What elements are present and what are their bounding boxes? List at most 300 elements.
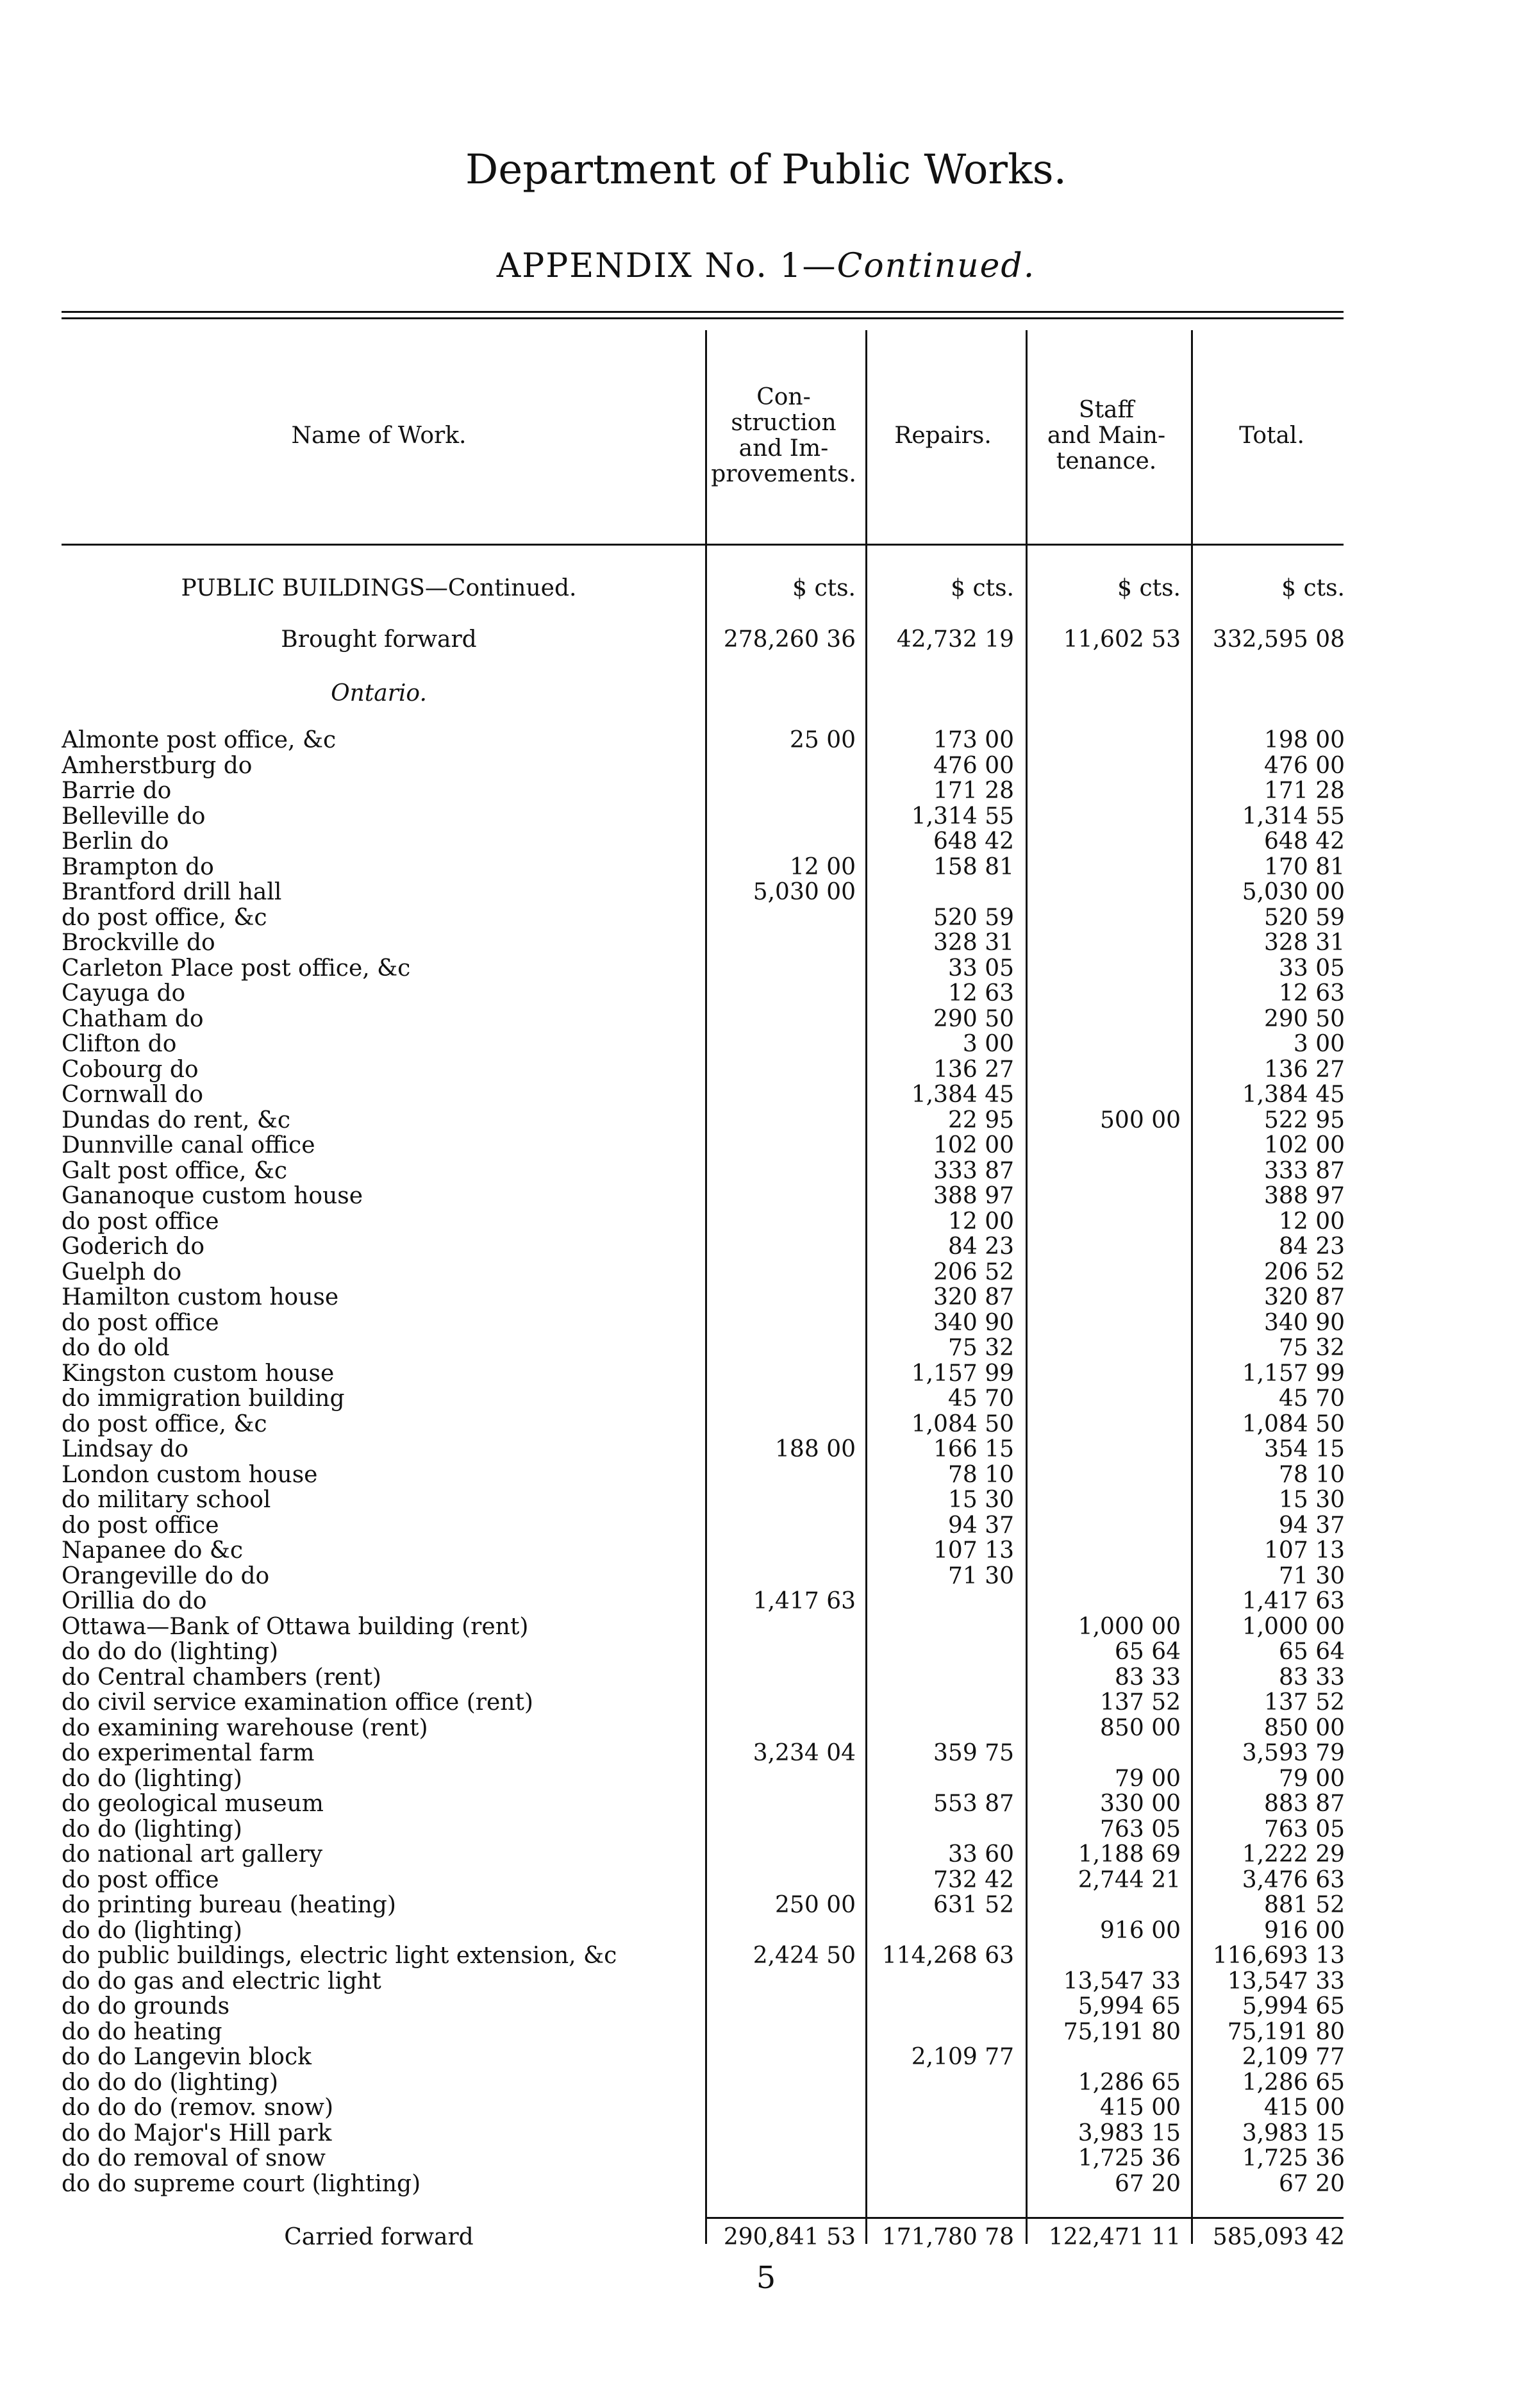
total-value: 354 15 — [1264, 1436, 1345, 1462]
table-row — [0, 1589, 1532, 1614]
staff-value — [1032, 1082, 1181, 1108]
work-name: Belleville do — [62, 804, 206, 830]
total-value: 1,000 00 — [1242, 1614, 1345, 1640]
table-row — [0, 1133, 1532, 1158]
staff-value: 415 00 — [1100, 2094, 1181, 2121]
repairs-value: 476 00 — [933, 753, 1014, 779]
staff-value — [1032, 905, 1181, 931]
table-row — [0, 2171, 1532, 2197]
table-row — [0, 1158, 1532, 1184]
staff-value — [1032, 855, 1181, 880]
staff-value — [1032, 1361, 1181, 1387]
staff-value — [1032, 1183, 1181, 1209]
repairs-value: 107 13 — [933, 1537, 1014, 1564]
staff-value: 916 00 — [1100, 1918, 1181, 1944]
construction-value — [712, 1639, 856, 1665]
total-value: 102 00 — [1264, 1132, 1345, 1158]
total-value: 45 70 — [1278, 1385, 1345, 1412]
total-value: 328 31 — [1264, 930, 1345, 956]
staff-value — [1032, 753, 1181, 779]
construction-value — [712, 1335, 856, 1361]
staff-value — [1032, 1310, 1181, 1336]
construction-value — [712, 1057, 856, 1083]
total-value: 3,983 15 — [1242, 2120, 1345, 2146]
total-value: 137 52 — [1264, 1689, 1345, 1716]
table-row — [0, 1538, 1532, 1564]
work-name: do do Langevin block — [62, 2044, 312, 2070]
construction-value — [712, 1133, 856, 1158]
work-name: Brantford drill hall — [62, 880, 282, 905]
repairs-value: 12 63 — [947, 980, 1014, 1007]
top-double-rule — [62, 311, 1344, 313]
construction-value — [712, 1234, 856, 1260]
construction-value — [712, 1310, 856, 1336]
total-value: 881 52 — [1264, 1892, 1345, 1918]
work-name: do do Major's Hill park — [62, 2121, 332, 2146]
construction-value — [712, 1183, 856, 1209]
repairs-value: 333 87 — [933, 1158, 1014, 1184]
appendix-label: APPENDIX No. 1— — [496, 247, 837, 285]
total-value: 84 23 — [1278, 1233, 1345, 1260]
work-name: Carleton Place post office, &c — [62, 956, 411, 982]
brought-forward-label: Brought forward — [281, 626, 477, 653]
staff-value: 67 20 — [1114, 2171, 1181, 2197]
construction-value — [712, 2044, 856, 2070]
repairs-value: 388 97 — [933, 1183, 1014, 1209]
work-name: do examining warehouse (rent) — [62, 1716, 428, 1741]
brought-forward-c3: 11,602 53 — [1063, 626, 1181, 653]
work-name: do immigration building — [62, 1386, 345, 1412]
work-name: Barrie do — [62, 778, 172, 804]
work-name: do Central chambers (rent) — [62, 1665, 381, 1691]
page-title: Department of Public Works. — [465, 146, 1067, 194]
construction-value — [712, 1158, 856, 1184]
table-row — [0, 1741, 1532, 1766]
table-row — [0, 1285, 1532, 1310]
table-row — [0, 1969, 1532, 1994]
work-name: Lindsay do — [62, 1437, 189, 1462]
construction-value — [712, 1386, 856, 1412]
total-value: 520 59 — [1264, 905, 1345, 931]
work-name: do national art gallery — [62, 1842, 323, 1868]
carried-forward-c1: 290,841 53 — [723, 2224, 856, 2250]
repairs-value: 75 32 — [947, 1335, 1014, 1361]
construction-value — [712, 1817, 856, 1843]
total-value: 3 00 — [1293, 1031, 1345, 1057]
staff-value: 1,286 65 — [1078, 2069, 1181, 2096]
total-value: 206 52 — [1264, 1259, 1345, 1285]
repairs-value: 114,268 63 — [881, 1943, 1014, 1969]
table-row — [0, 753, 1532, 779]
total-value: 290 50 — [1264, 1006, 1345, 1032]
total-value: 79 00 — [1278, 1766, 1345, 1792]
construction-value — [712, 1842, 856, 1868]
repairs-value: 1,157 99 — [911, 1360, 1014, 1387]
table-row — [0, 1335, 1532, 1361]
work-name: Clifton do — [62, 1032, 177, 1057]
table-row — [0, 956, 1532, 982]
construction-value — [712, 905, 856, 931]
total-value: 67 20 — [1278, 2171, 1345, 2197]
table-row — [0, 1564, 1532, 1589]
total-value: 850 00 — [1264, 1715, 1345, 1741]
repairs-value — [872, 2070, 1014, 2096]
carried-forward-rule — [705, 2217, 1344, 2219]
total-value: 1,084 50 — [1242, 1411, 1345, 1437]
work-name: do do removal of snow — [62, 2146, 326, 2171]
staff-value — [1032, 1487, 1181, 1513]
total-value: 1,286 65 — [1242, 2069, 1345, 2096]
subsection-label: Ontario. — [331, 680, 427, 707]
construction-value — [712, 1082, 856, 1108]
table-row — [0, 981, 1532, 1007]
table-row — [0, 1690, 1532, 1716]
repairs-value: 102 00 — [933, 1132, 1014, 1158]
total-value: 388 97 — [1264, 1183, 1345, 1209]
table-row — [0, 1665, 1532, 1691]
total-value: 33 05 — [1278, 955, 1345, 982]
staff-value: 75,191 80 — [1063, 2019, 1181, 2045]
total-value: 83 33 — [1278, 1664, 1345, 1691]
repairs-value — [872, 1969, 1014, 1994]
work-name: do do (lighting) — [62, 1918, 242, 1944]
staff-value — [1032, 1032, 1181, 1057]
total-value: 171 28 — [1264, 778, 1345, 804]
total-value: 916 00 — [1264, 1918, 1345, 1944]
work-name: do do do (lighting) — [62, 2070, 279, 2096]
construction-value — [712, 1690, 856, 1716]
brought-forward-c4: 332,595 08 — [1212, 626, 1345, 653]
work-name: Napanee do &c — [62, 1538, 244, 1564]
repairs-value — [872, 2146, 1014, 2171]
repairs-value: 45 70 — [947, 1385, 1014, 1412]
construction-value — [712, 930, 856, 956]
construction-value — [712, 1564, 856, 1589]
page-number: 5 — [756, 2260, 776, 2296]
staff-value — [1032, 804, 1181, 830]
table-row — [0, 1716, 1532, 1741]
construction-value — [712, 1614, 856, 1640]
header-construction: Con- struction and Im- provements. — [711, 384, 856, 487]
construction-value — [712, 1994, 856, 2019]
repairs-value: 173 00 — [933, 727, 1014, 753]
total-value: 198 00 — [1264, 727, 1345, 753]
construction-value — [712, 1412, 856, 1437]
staff-value — [1032, 2044, 1181, 2070]
staff-value — [1032, 829, 1181, 855]
repairs-value — [872, 880, 1014, 905]
work-name: Guelph do — [62, 1260, 182, 1285]
staff-value — [1032, 880, 1181, 905]
table-row — [0, 2095, 1532, 2121]
total-value: 763 05 — [1264, 1816, 1345, 1843]
work-name: do post office — [62, 1868, 219, 1893]
work-name: do post office, &c — [62, 1412, 267, 1437]
work-name: London custom house — [62, 1462, 318, 1488]
repairs-value: 1,384 45 — [911, 1082, 1014, 1108]
staff-value — [1032, 1209, 1181, 1235]
work-name: do do gas and electric light — [62, 1969, 381, 1994]
table-row — [0, 1234, 1532, 1260]
work-name: Gananoque custom house — [62, 1183, 363, 1209]
construction-value — [712, 1487, 856, 1513]
construction-value — [712, 2095, 856, 2121]
repairs-value: 290 50 — [933, 1006, 1014, 1032]
staff-value: 65 64 — [1114, 1639, 1181, 1665]
construction-value — [712, 2146, 856, 2171]
work-name: do do heating — [62, 2019, 222, 2045]
staff-value — [1032, 1893, 1181, 1918]
repairs-value — [872, 2019, 1014, 2045]
total-value: 340 90 — [1264, 1310, 1345, 1336]
construction-value: 1,417 63 — [753, 1588, 856, 1614]
staff-value: 83 33 — [1114, 1664, 1181, 1691]
subsection-row — [0, 681, 1532, 707]
staff-value: 5,994 65 — [1078, 1993, 1181, 2019]
repairs-value: 3 00 — [962, 1031, 1014, 1057]
table-row — [0, 2070, 1532, 2096]
total-value: 333 87 — [1264, 1158, 1345, 1184]
units-c4: $ cts. — [1281, 575, 1345, 601]
repairs-value: 166 15 — [933, 1436, 1014, 1462]
construction-value — [712, 1032, 856, 1057]
table-row — [0, 1893, 1532, 1918]
construction-value — [712, 753, 856, 779]
total-value: 13,547 33 — [1227, 1968, 1345, 1994]
staff-value: 850 00 — [1100, 1715, 1181, 1741]
work-name: Hamilton custom house — [62, 1285, 339, 1310]
table-row — [0, 2044, 1532, 2070]
work-name: Ottawa—Bank of Ottawa building (rent) — [62, 1614, 529, 1640]
repairs-value: 171 28 — [933, 778, 1014, 804]
construction-value: 3,234 04 — [753, 1740, 856, 1766]
construction-value — [712, 1969, 856, 1994]
header-total: Total. — [1239, 422, 1304, 449]
repairs-value: 94 37 — [947, 1512, 1014, 1539]
total-value: 5,994 65 — [1242, 1993, 1345, 2019]
table-row — [0, 1361, 1532, 1387]
construction-value: 12 00 — [789, 854, 856, 880]
construction-value — [712, 1462, 856, 1488]
table-row — [0, 728, 1532, 753]
total-value: 116,693 13 — [1212, 1943, 1345, 1969]
table-row — [0, 1108, 1532, 1133]
repairs-value: 136 27 — [933, 1057, 1014, 1083]
total-value: 75,191 80 — [1227, 2019, 1345, 2045]
staff-value: 79 00 — [1114, 1766, 1181, 1792]
repairs-value — [872, 1918, 1014, 1944]
work-name: do do supreme court (lighting) — [62, 2171, 421, 2197]
units-c1: $ cts. — [792, 575, 856, 601]
total-value: 78 10 — [1278, 1462, 1345, 1488]
repairs-value: 631 52 — [933, 1892, 1014, 1918]
table-row — [0, 1032, 1532, 1057]
carried-forward-row — [0, 2225, 1532, 2250]
repairs-value: 320 87 — [933, 1284, 1014, 1310]
repairs-value: 22 95 — [947, 1107, 1014, 1133]
total-value: 1,157 99 — [1242, 1360, 1345, 1387]
work-name: Cayuga do — [62, 981, 186, 1007]
table-row — [0, 1842, 1532, 1868]
table-row — [0, 1943, 1532, 1969]
total-value: 320 87 — [1264, 1284, 1345, 1310]
work-name: do post office, &c — [62, 905, 267, 931]
work-name: do do grounds — [62, 1994, 230, 2019]
staff-value: 3,983 15 — [1078, 2120, 1181, 2146]
table-row — [0, 804, 1532, 830]
repairs-value: 33 05 — [947, 955, 1014, 982]
total-value: 883 87 — [1264, 1791, 1345, 1817]
table-row — [0, 855, 1532, 880]
total-value: 1,222 29 — [1242, 1841, 1345, 1868]
construction-value — [712, 778, 856, 804]
table-row — [0, 1183, 1532, 1209]
repairs-value: 78 10 — [947, 1462, 1014, 1488]
table-row — [0, 1209, 1532, 1235]
staff-value — [1032, 778, 1181, 804]
construction-value: 188 00 — [775, 1436, 856, 1462]
header-staff: Staff and Main- tenance. — [1047, 397, 1166, 474]
table-row — [0, 1791, 1532, 1817]
staff-value: 1,000 00 — [1078, 1614, 1181, 1640]
repairs-value — [872, 1817, 1014, 1843]
work-name: Cobourg do — [62, 1057, 199, 1083]
table-row — [0, 1057, 1532, 1083]
staff-value — [1032, 1007, 1181, 1032]
table-row — [0, 1766, 1532, 1792]
repairs-value — [872, 1614, 1014, 1640]
construction-value: 25 00 — [789, 727, 856, 753]
construction-value — [712, 981, 856, 1007]
staff-value — [1032, 1260, 1181, 1285]
work-name: Berlin do — [62, 829, 169, 855]
units-c3: $ cts. — [1117, 575, 1181, 601]
total-value: 12 63 — [1278, 980, 1345, 1007]
staff-value — [1032, 1513, 1181, 1539]
construction-value — [712, 1285, 856, 1310]
staff-value: 763 05 — [1100, 1816, 1181, 1843]
construction-value — [712, 1007, 856, 1032]
total-value: 476 00 — [1264, 753, 1345, 779]
work-name: Cornwall do — [62, 1082, 204, 1108]
carried-forward-label: Carried forward — [284, 2224, 474, 2250]
work-name: Dunnville canal office — [62, 1133, 315, 1158]
staff-value — [1032, 1589, 1181, 1614]
work-name: do military school — [62, 1487, 271, 1513]
work-name: Goderich do — [62, 1234, 205, 1260]
staff-value — [1032, 1057, 1181, 1083]
repairs-value: 33 60 — [947, 1841, 1014, 1868]
total-value: 94 37 — [1278, 1512, 1345, 1539]
work-name: Chatham do — [62, 1007, 204, 1032]
total-value: 65 64 — [1278, 1639, 1345, 1665]
table-row — [0, 930, 1532, 956]
work-name: Brampton do — [62, 855, 214, 880]
work-name: do post office — [62, 1209, 219, 1235]
construction-value: 5,030 00 — [753, 879, 856, 905]
table-row — [0, 1437, 1532, 1462]
carried-forward-c3: 122,471 11 — [1048, 2224, 1181, 2250]
construction-value — [712, 1361, 856, 1387]
construction-value — [712, 1108, 856, 1133]
work-name: do do do (lighting) — [62, 1639, 279, 1665]
work-name: do post office — [62, 1513, 219, 1539]
brought-forward-c1: 278,260 36 — [723, 626, 856, 653]
staff-value: 13,547 33 — [1063, 1968, 1181, 1994]
total-value: 415 00 — [1264, 2094, 1345, 2121]
construction-value: 2,424 50 — [753, 1943, 856, 1969]
staff-value — [1032, 1564, 1181, 1589]
staff-value — [1032, 1234, 1181, 1260]
table-row — [0, 829, 1532, 855]
repairs-value: 359 75 — [933, 1740, 1014, 1766]
table-row — [0, 1260, 1532, 1285]
table-row — [0, 880, 1532, 905]
staff-value — [1032, 1386, 1181, 1412]
staff-value — [1032, 1133, 1181, 1158]
table-row — [0, 1082, 1532, 1108]
table-row — [0, 1994, 1532, 2019]
construction-value — [712, 956, 856, 982]
table-row — [0, 1462, 1532, 1488]
total-value: 107 13 — [1264, 1537, 1345, 1564]
construction-value — [712, 1538, 856, 1564]
staff-value — [1032, 981, 1181, 1007]
header-name: Name of Work. — [291, 422, 467, 449]
repairs-value: 71 30 — [947, 1563, 1014, 1589]
construction-value — [712, 1260, 856, 1285]
total-value: 3,593 79 — [1242, 1740, 1345, 1766]
table-row — [0, 1412, 1532, 1437]
repairs-value — [872, 2121, 1014, 2146]
brought-forward-row — [0, 627, 1532, 653]
work-name: Amherstburg do — [62, 753, 253, 779]
section-label: PUBLIC BUILDINGS—Continued. — [181, 575, 577, 601]
construction-value — [712, 829, 856, 855]
work-name: Brockville do — [62, 930, 215, 956]
staff-value: 2,744 21 — [1078, 1867, 1181, 1893]
repairs-value: 520 59 — [933, 905, 1014, 931]
repairs-value: 328 31 — [933, 930, 1014, 956]
repairs-value: 1,084 50 — [911, 1411, 1014, 1437]
staff-value — [1032, 930, 1181, 956]
staff-value — [1032, 1158, 1181, 1184]
total-value: 648 42 — [1264, 828, 1345, 855]
work-name: do do old — [62, 1335, 170, 1361]
total-value: 3,476 63 — [1242, 1867, 1345, 1893]
total-value: 1,384 45 — [1242, 1082, 1345, 1108]
staff-value — [1032, 1741, 1181, 1766]
construction-value: 250 00 — [775, 1892, 856, 1918]
total-value: 136 27 — [1264, 1057, 1345, 1083]
repairs-value — [872, 1716, 1014, 1741]
work-name: Orillia do do — [62, 1589, 207, 1614]
work-name: do civil service examination office (rent) — [62, 1690, 533, 1716]
staff-value: 330 00 — [1100, 1791, 1181, 1817]
staff-value: 1,188 69 — [1078, 1841, 1181, 1868]
header-bottom-rule — [62, 544, 1344, 546]
repairs-value: 15 30 — [947, 1487, 1014, 1513]
repairs-value: 732 42 — [933, 1867, 1014, 1893]
staff-value: 500 00 — [1100, 1107, 1181, 1133]
appendix-subtitle — [0, 247, 1532, 285]
staff-value — [1032, 956, 1181, 982]
total-value: 170 81 — [1264, 854, 1345, 880]
construction-value — [712, 1665, 856, 1691]
table-row — [0, 1007, 1532, 1032]
staff-value — [1032, 728, 1181, 753]
carried-forward-c2: 171,780 78 — [881, 2224, 1014, 2250]
